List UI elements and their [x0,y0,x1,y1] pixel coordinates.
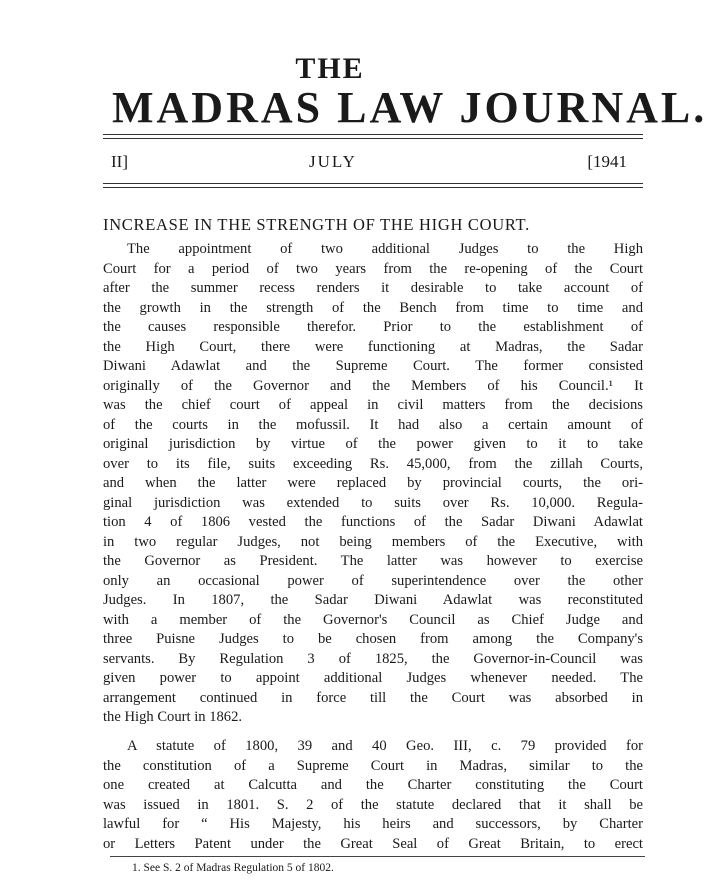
issue-year: [1941 [587,152,627,171]
issue-line [103,152,643,176]
text-line: ginal jurisdiction was extended to suits over Rs. 10,000. Regula- [103,494,643,511]
paragraph-1 [103,240,643,728]
text-line: the growth in the strength of the Bench from time to time and [103,299,643,316]
text-line: with a member of the Governor's Council as Chief Judge and [103,611,643,628]
text-line: after the summer recess renders it desirable to take account of [103,280,643,296]
header-rule-bottom [103,183,643,188]
text-line: Judges. In 1807, the Sadar Diwani Adawlat was reconstituted [103,592,643,608]
text-line: the causes responsible therefor. Prior to the establishment of [103,319,643,335]
issue-month: JULY [309,152,357,171]
masthead-the: THE [295,52,365,85]
text-line: in two regular Judges, not being members of the Executive, with [103,533,643,550]
text-line: Court for a period of two years from the re-opening of the Court [103,260,643,277]
volume-number: II] [111,152,128,171]
text-line: one created at Calcutta and the Charter constituting the Court [103,777,643,793]
header-rule-top [103,134,643,139]
text-line: the constitution of a Supreme Court in Madras, similar to the [103,757,643,774]
text-line: over to its file, suits exceeding Rs. 45,000, from the zillah Courts, [103,455,643,472]
masthead-title: MADRAS LAW JOURNAL. [112,83,708,132]
text-line: original jurisdiction by virtue of the power given to it to take [103,436,643,452]
text-line: originally of the Governor and the Members of his Council.¹ It [103,377,643,394]
article-title: INCREASE IN THE STRENGTH OF THE HIGH COURT. [103,215,530,234]
text-line: was issued in 1801. S. 2 of the statute declared that it shall be [103,796,643,813]
text-line: of the courts in the mofussil. It had also a certain amount of [103,416,643,433]
text-line: the Governor as President. The latter was however to exercise [103,553,643,569]
text-line: servants. By Regulation 3 of 1825, the Governor-in-Council was [103,650,643,667]
text-line: the High Court, there were functioning at Madras, the Sadar [103,338,643,355]
paragraph-2 [103,737,643,854]
text-line: The appointment of two additional Judges to the High [127,241,643,257]
text-line: and when the latter were replaced by provincial courts, the ori- [103,475,643,491]
text-line: only an occasional power of superintendence over the other [103,572,643,589]
footnote-rule [110,856,645,857]
text-line: was the chief court of appeal in civil matters from the decisions [103,397,643,413]
text-line: three Puisne Judges to be chosen from among the Company's [103,631,643,647]
text-line: given power to appoint additional Judges whenever needed. The [103,670,643,686]
text-line: tion 4 of 1806 vested the functions of the Sadar Diwani Adawlat [103,514,643,530]
text-line: arrangement continued in force till the Court was absorbed in [103,689,643,706]
text-line: Diwani Adawlat and the Supreme Court. The former consisted [103,358,643,374]
footnote: 1. See S. 2 of Madras Regulation 5 of 1802. [132,862,334,874]
text-line: the High Court in 1862. [103,709,243,725]
text-line: A statute of 1800, 39 and 40 Geo. III, c. 79 provided for [127,738,643,754]
text-line: lawful for “ His Majesty, his heirs and successors, by Charter [103,816,643,832]
text-line: or Letters Patent under the Great Seal of Great Britain, to erect [103,835,643,852]
